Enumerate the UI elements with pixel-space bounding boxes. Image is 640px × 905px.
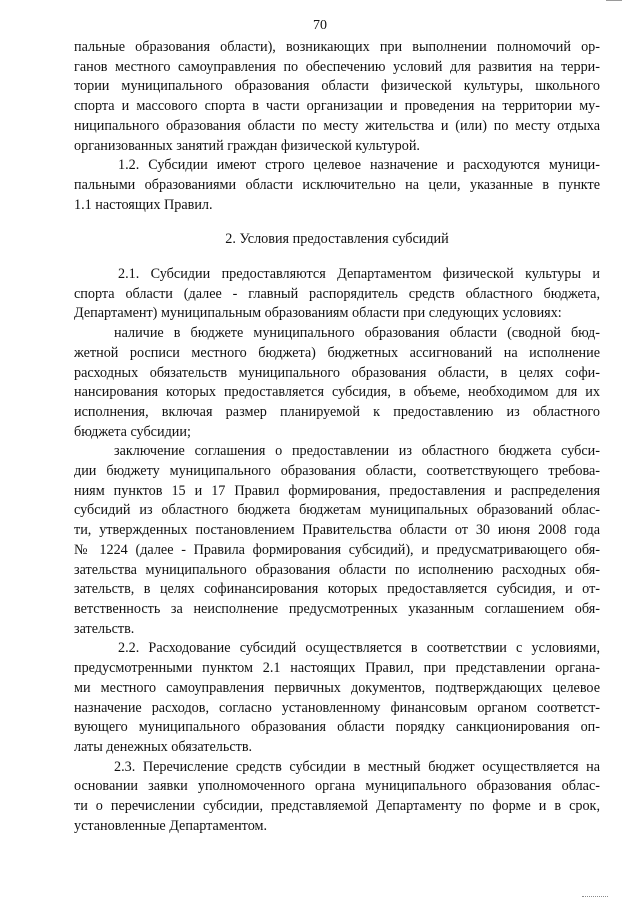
text-line: вующего муниципального образования области порядку санкционирования оп- xyxy=(74,719,600,736)
text-line: дии бюджету муниципального образования области, соответствующего требова- xyxy=(74,463,600,480)
text-line: зательств, в целях софинансирования которых предоставляется субсидия, и от- xyxy=(74,581,600,598)
text-line: 2.1. Субсидии предоставляются Департаментом физической культуры и xyxy=(118,266,600,283)
text-line: исполнения, включая размер планируемой к предоставлению из областного xyxy=(74,403,600,420)
paragraph-continuation xyxy=(74,38,600,156)
text-line: назначение расходов, согласно установленному финансовым органом соответст- xyxy=(74,699,600,716)
text-line: зательств. xyxy=(74,620,135,637)
text-line: зательства муниципального образования области по исполнению расходных обя- xyxy=(74,561,600,578)
text-line: субсидий из областного бюджета бюджетам муниципальных образований облас- xyxy=(74,502,600,519)
scan-corner-mark xyxy=(606,0,622,5)
text-line: № 1224 (далее - Правила формирования субсидий), и предусматривающего обя- xyxy=(74,541,600,558)
text-line: ниципального образования области по месту жительства и (или) по месту отдыха xyxy=(74,117,600,134)
document-body xyxy=(74,38,600,836)
text-line: ти о перечислении субсидии, представляемой Департаменту по форме и в срок, xyxy=(74,798,600,815)
text-line: тории муниципального образования области физической культуры, школьного xyxy=(74,78,600,95)
text-line: ми местного самоуправления первичных документов, подтверждающих целевое xyxy=(74,679,600,696)
text-line: 1.2. Субсидии имеют строго целевое назначение и расходуются муници- xyxy=(118,157,600,174)
text-line: основании заявки уполномоченного органа муниципального образования облас- xyxy=(74,778,600,795)
paragraph-2-1 xyxy=(74,265,600,324)
text-line: спорта области (далее - главный распорядитель средств областного бюджета, xyxy=(74,285,600,302)
text-line: пальными образованиями области исключительно на цели, указанные в пункте xyxy=(74,176,600,193)
text-line: установленные Департаментом. xyxy=(74,817,268,834)
paragraph-1-2 xyxy=(74,156,600,215)
text-line: жетной росписи местного бюджета) бюджетных ассигнований на исполнение xyxy=(74,344,600,361)
text-line: нансирования которых предоставляется субсидия, в объеме, необходимом для их xyxy=(74,384,600,401)
text-line: ганов местного самоуправления по обеспечению условий для развития на терри- xyxy=(74,58,600,75)
scan-artifact-mark xyxy=(582,896,608,899)
text-line: 1.1 настоящих Правил. xyxy=(74,196,213,213)
text-line: ветственность за неисполнение предусмотренных указанным соглашением обя- xyxy=(74,600,600,617)
paragraph-2-2 xyxy=(74,639,600,757)
text-line: пальные образования области), возникающих при выполнении полномочий ор- xyxy=(74,39,600,55)
text-line: ниям пунктов 15 и 17 Правил формирования, предоставления и распределения xyxy=(74,482,600,499)
text-line: расходных обязательств муниципального образования области, в целях софи- xyxy=(74,364,600,381)
section-heading: 2. Условия предоставления субсидий xyxy=(225,231,449,248)
condition-2 xyxy=(74,442,600,639)
text-line: наличие в бюджете муниципального образования области (сводной бюд- xyxy=(114,325,600,342)
text-line: предусмотренными пунктом 2.1 настоящих Правил, при представлении органа- xyxy=(74,660,600,677)
text-line: Департамент) муниципальным образованиям области при следующих условиях: xyxy=(74,305,562,322)
text-line: 2.2. Расходование субсидий осуществляется в соответствии с условиями, xyxy=(118,640,600,657)
text-line: спорта и массового спорта в части организации и проведения на территории му- xyxy=(74,98,600,115)
text-line: заключение соглашения о предоставлении из областного бюджета субси- xyxy=(114,443,600,460)
condition-1 xyxy=(74,324,600,442)
text-line: латы денежных обязательств. xyxy=(74,738,253,755)
text-line: 2.3. Перечисление средств субсидии в местный бюджет осуществляется на xyxy=(114,758,600,775)
text-line: ти, утвержденных постановлением Правительства области от 30 июня 2008 года xyxy=(74,522,600,539)
paragraph-2-3 xyxy=(74,758,600,837)
page-number: 70 xyxy=(313,18,327,33)
text-line: бюджета субсидии; xyxy=(74,423,191,440)
text-line: организованных занятий граждан физической культурой. xyxy=(74,137,420,154)
